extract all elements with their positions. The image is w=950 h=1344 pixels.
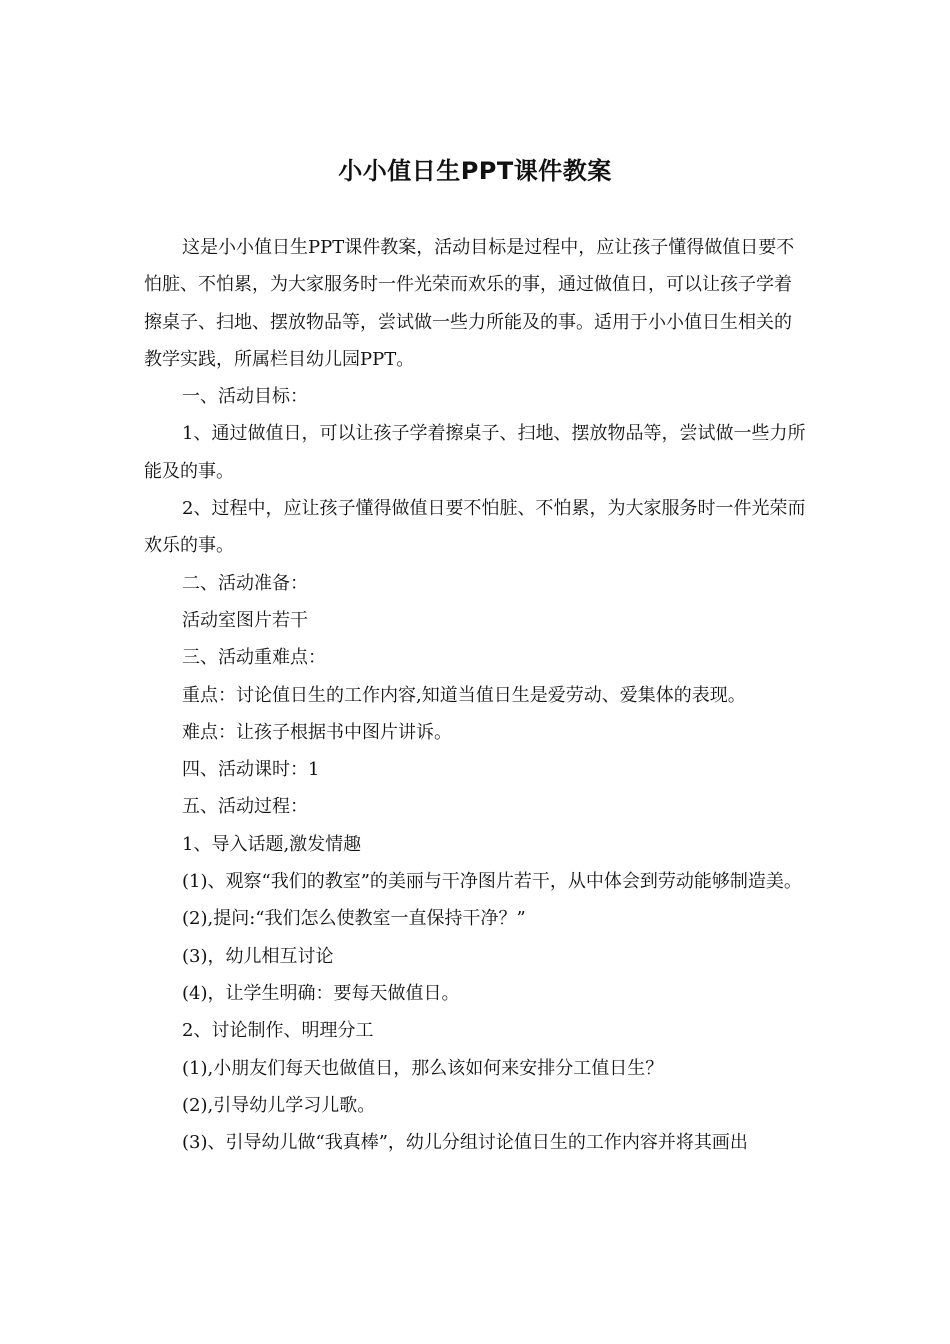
process-substep-2-1: (1),小朋友们每天也做值日，那么该如何来安排分工值日生？ <box>182 1057 664 1079</box>
process-substep-2-3: (3)、引导幼儿做“我真棒”，幼儿分组讨论值日生的工作内容并将其画出 <box>182 1132 748 1154</box>
document-title: 小小值日生PPT课件教案 <box>338 157 612 185</box>
section-heading-lessons: 四、活动课时：1 <box>182 759 320 781</box>
preparation-text: 活动室图片若干 <box>182 609 308 631</box>
document-body <box>144 229 806 1161</box>
section-heading-process: 五、活动过程： <box>182 796 308 818</box>
process-substep-2-2: (2),引导幼儿学习儿歌。 <box>182 1094 376 1116</box>
process-step-2: 2、讨论制作、明理分工 <box>182 1020 374 1042</box>
goal-item-1: 1、通过做值日，可以让孩子学着擦桌子、扫地、摆放物品等，尝试做一些力所能及的事。 <box>144 423 806 482</box>
goal-item-2: 2、过程中，应让孩子懂得做值日要不怕脏、不怕累，为大家服务时一件光荣而欢乐的事。 <box>144 498 806 557</box>
key-point-text: 重点：讨论值日生的工作内容,知道当值日生是爱劳动、爱集体的表现。 <box>182 684 746 706</box>
section-heading-key-points: 三、活动重难点： <box>182 647 326 669</box>
process-step-1: 1、导入话题,激发情趣 <box>182 833 362 855</box>
section-heading-preparation: 二、活动准备： <box>182 572 308 594</box>
process-substep-1-3: (3)，幼儿相互讨论 <box>182 945 334 967</box>
process-substep-1-2: (2),提问:“我们怎么使教室一直保持干净？” <box>182 908 526 930</box>
difficulty-text: 难点：让孩子根据书中图片讲诉。 <box>182 721 452 743</box>
section-heading-goals: 一、活动目标： <box>182 386 308 408</box>
process-substep-1-1: (1)、观察“我们的教室”的美丽与干净图片若干，从中体会到劳动能够制造美。 <box>182 871 802 893</box>
process-substep-1-4: (4)，让学生明确：要每天做值日。 <box>182 982 460 1004</box>
intro-paragraph: 这是小小值日生PPT课件教案，活动目标是过程中，应让孩子懂得做值日要不怕脏、不怕累，为大家服务时一件光荣而欢乐的事，通过做值日，可以让孩子学着擦桌子、扫地、摆放物品等，尝试做一些力所能及的事。适用于小小值日生相关的教学实践，所属栏目幼儿园PPT。 <box>144 237 795 370</box>
